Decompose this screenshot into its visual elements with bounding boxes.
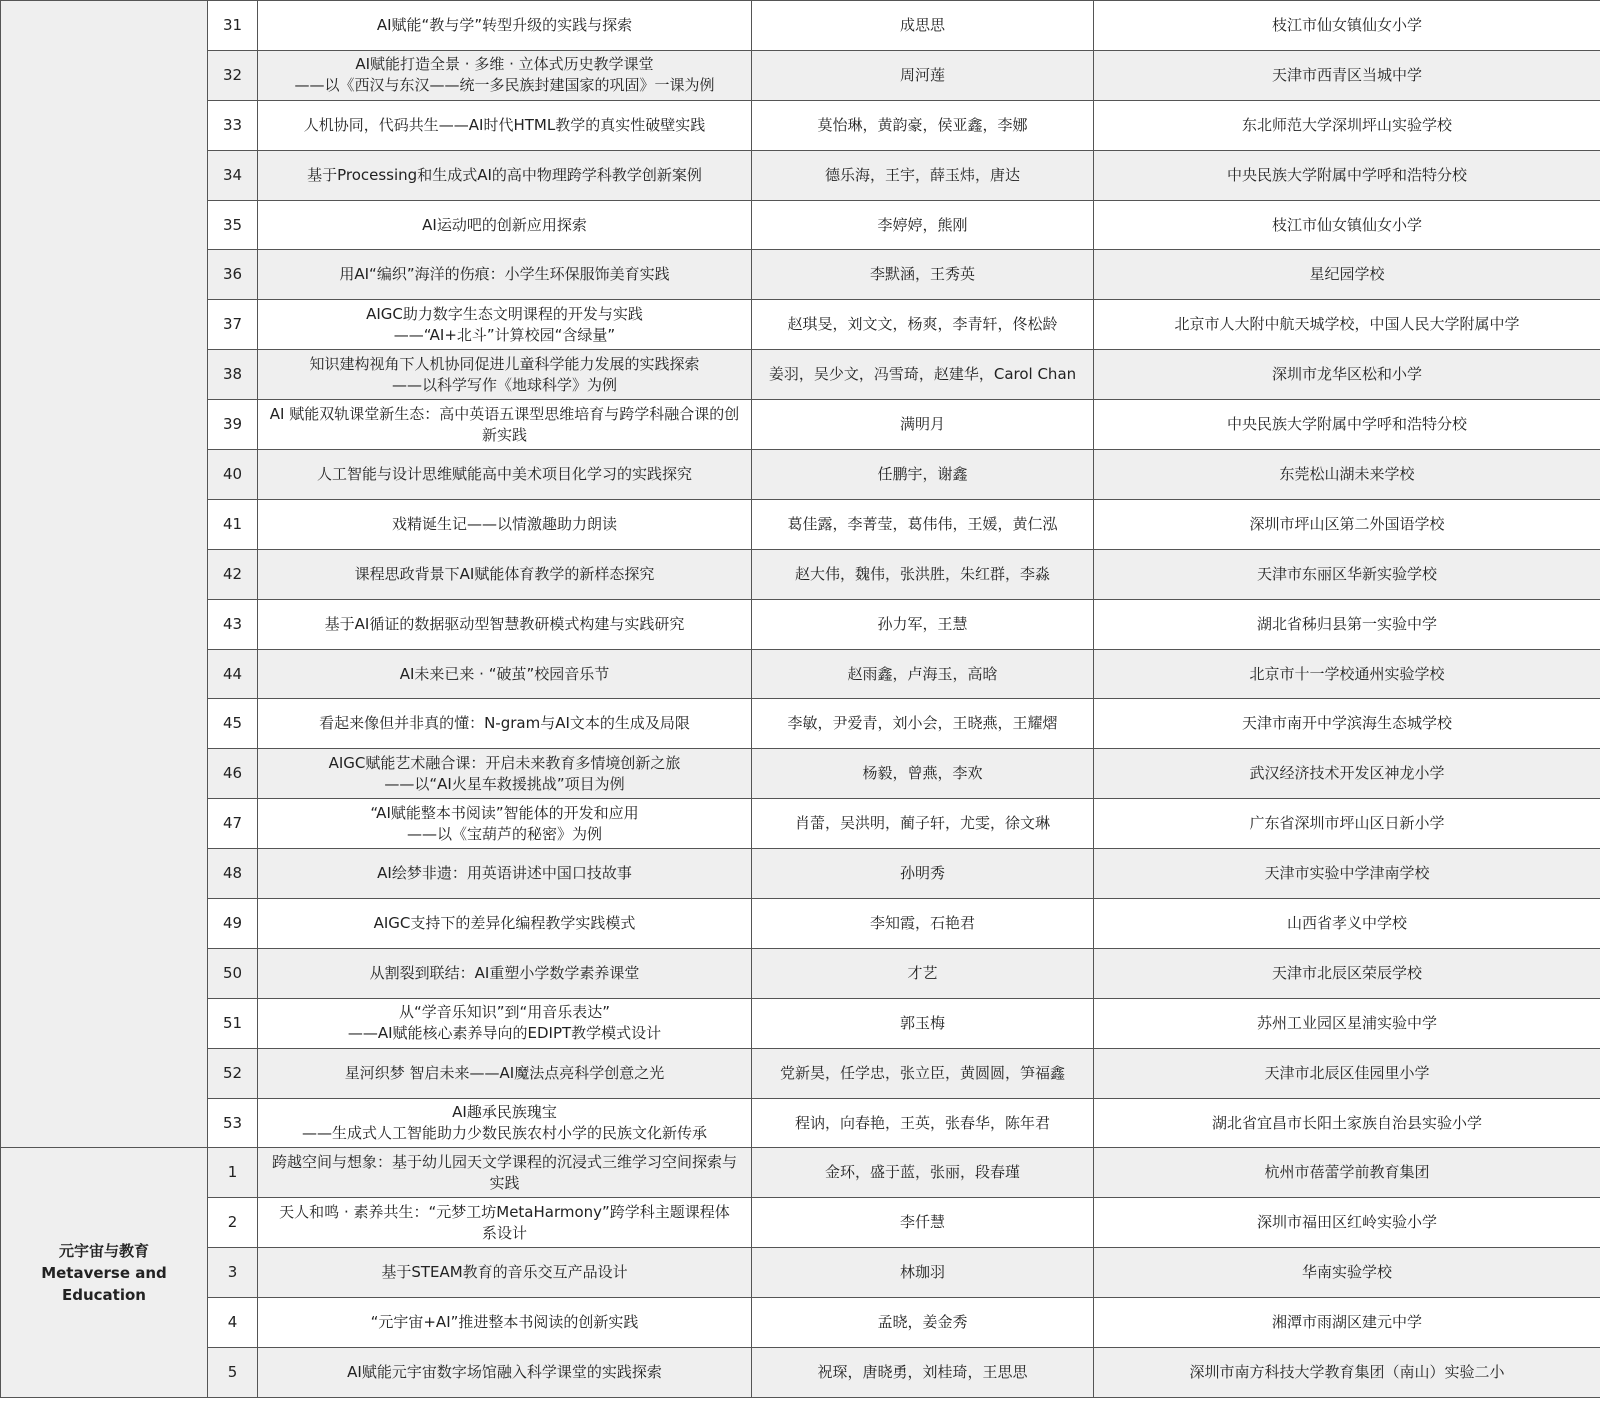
school: 枝江市仙女镇仙女小学 bbox=[1094, 200, 1600, 250]
row-number: 3 bbox=[208, 1248, 258, 1298]
project-title bbox=[258, 1348, 752, 1398]
table-row bbox=[1, 1298, 1600, 1348]
table-row bbox=[1, 1348, 1600, 1398]
table-row bbox=[1, 100, 1600, 150]
authors: 党新昊，任学忠，张立臣，黄圆圆，笋福鑫 bbox=[752, 1048, 1094, 1098]
authors: 李婷婷，熊刚 bbox=[752, 200, 1094, 250]
table-row bbox=[1, 799, 1600, 849]
project-title-line: 新实践 bbox=[481, 425, 527, 444]
row-number: 49 bbox=[208, 899, 258, 949]
school: 深圳市福田区红岭实验小学 bbox=[1094, 1198, 1600, 1248]
row-number: 31 bbox=[208, 1, 258, 51]
table-row bbox=[1, 549, 1600, 599]
school: 枝江市仙女镇仙女小学 bbox=[1094, 1, 1600, 51]
school: 北京市十一学校通州实验学校 bbox=[1094, 649, 1600, 699]
project-title bbox=[258, 350, 752, 400]
project-title-line: AIGC支持下的差异化编程教学实践模式 bbox=[373, 913, 636, 932]
table-row bbox=[1, 948, 1600, 998]
project-title-line: ——以《西汉与东汉——统一多民族封建国家的巩固》一课为例 bbox=[294, 76, 715, 95]
project-title-line: 知识建构视角下人机协同促进儿童科学能力发展的实践探索 bbox=[309, 354, 700, 373]
table-row bbox=[1, 499, 1600, 549]
project-title-line: ——AI赋能核心素养导向的EDIPT教学模式设计 bbox=[347, 1024, 662, 1043]
project-title bbox=[258, 1298, 752, 1348]
project-title bbox=[258, 300, 752, 350]
project-title-line: 人机协同，代码共生——AI时代HTML教学的真实性破壁实践 bbox=[303, 115, 706, 134]
row-number: 45 bbox=[208, 699, 258, 749]
project-title bbox=[258, 499, 752, 549]
project-title-line: ——生成式人工智能助力少数民族农村小学的民族文化新传承 bbox=[301, 1124, 707, 1143]
authors: 祝琛，唐晓勇，刘桂琦，王思思 bbox=[752, 1348, 1094, 1398]
authors: 成思思 bbox=[752, 1, 1094, 51]
project-title bbox=[258, 400, 752, 450]
project-title-line: AIGC助力数字生态文明课程的开发与实践 bbox=[366, 304, 643, 323]
row-number: 48 bbox=[208, 849, 258, 899]
row-number: 38 bbox=[208, 350, 258, 400]
authors: 李知霞，石艳君 bbox=[752, 899, 1094, 949]
project-title-line: “AI赋能整本书阅读”智能体的开发和应用 bbox=[370, 803, 639, 822]
table-row bbox=[1, 1048, 1600, 1098]
authors: 孟晓，姜金秀 bbox=[752, 1298, 1094, 1348]
school: 湖北省秭归县第一实验中学 bbox=[1094, 599, 1600, 649]
project-title-line: AI未来已来 · “破茧”校园音乐节 bbox=[399, 664, 610, 683]
table-row bbox=[1, 400, 1600, 450]
school: 北京市人大附中航天城学校，中国人民大学附属中学 bbox=[1094, 300, 1600, 350]
school: 星纪园学校 bbox=[1094, 250, 1600, 300]
school: 中央民族大学附属中学呼和浩特分校 bbox=[1094, 150, 1600, 200]
authors: 肖蕾，吴洪明，蔺子轩，尤雯，徐文琳 bbox=[752, 799, 1094, 849]
authors: 姜羽，吴少文，冯雪琦，赵建华，Carol Chan bbox=[752, 350, 1094, 400]
row-number: 1 bbox=[208, 1148, 258, 1198]
results-table-body bbox=[1, 1, 1600, 1398]
authors: 任鹏宇，谢鑫 bbox=[752, 450, 1094, 500]
project-title bbox=[258, 549, 752, 599]
row-number: 40 bbox=[208, 450, 258, 500]
project-title-line: 从“学音乐知识”到“用音乐表达” bbox=[398, 1003, 611, 1022]
table-row bbox=[1, 749, 1600, 799]
category-cell-previous bbox=[1, 1, 208, 1148]
project-title bbox=[258, 150, 752, 200]
project-title-line: 星河织梦 智启未来——AI魔法点亮科学创意之光 bbox=[344, 1063, 665, 1082]
project-title bbox=[258, 1098, 752, 1148]
project-title bbox=[258, 1, 752, 51]
authors: 李敏，尹爱青，刘小会，王晓燕，王耀熠 bbox=[752, 699, 1094, 749]
row-number: 51 bbox=[208, 998, 258, 1048]
school: 天津市北辰区荣辰学校 bbox=[1094, 948, 1600, 998]
project-title-line: 戏精诞生记——以情激趣助力朗读 bbox=[391, 514, 617, 533]
school: 天津市实验中学津南学校 bbox=[1094, 849, 1600, 899]
project-title-line: 基于AI循证的数据驱动型智慧教研模式构建与实践研究 bbox=[324, 614, 685, 633]
project-title bbox=[258, 50, 752, 100]
school: 深圳市南方科技大学教育集团（南山）实验二小 bbox=[1094, 1348, 1600, 1398]
table-row bbox=[1, 599, 1600, 649]
project-title-line: AI 赋能双轨课堂新生态：高中英语五课型思维培育与跨学科融合课的创 bbox=[269, 404, 740, 423]
row-number: 37 bbox=[208, 300, 258, 350]
row-number: 47 bbox=[208, 799, 258, 849]
project-title bbox=[258, 1198, 752, 1248]
table-row bbox=[1, 998, 1600, 1048]
school: 广东省深圳市坪山区日新小学 bbox=[1094, 799, 1600, 849]
table-row bbox=[1, 1198, 1600, 1248]
table-row bbox=[1, 350, 1600, 400]
authors: 李默涵，王秀英 bbox=[752, 250, 1094, 300]
table-row bbox=[1, 50, 1600, 100]
authors: 赵大伟，魏伟，张洪胜，朱红群，李淼 bbox=[752, 549, 1094, 599]
project-title bbox=[258, 948, 752, 998]
authors: 葛佳露，李菁莹，葛伟伟，王媛，黄仁泓 bbox=[752, 499, 1094, 549]
authors: 郭玉梅 bbox=[752, 998, 1094, 1048]
school: 湖北省宜昌市长阳土家族自治县实验小学 bbox=[1094, 1098, 1600, 1148]
project-title-line: 系设计 bbox=[481, 1223, 527, 1242]
school: 深圳市坪山区第二外国语学校 bbox=[1094, 499, 1600, 549]
school: 武汉经济技术开发区神龙小学 bbox=[1094, 749, 1600, 799]
table-row bbox=[1, 1248, 1600, 1298]
category-cell-metaverse bbox=[1, 1148, 208, 1397]
school: 东北师范大学深圳坪山实验学校 bbox=[1094, 100, 1600, 150]
project-title-line: 实践 bbox=[489, 1173, 520, 1192]
row-number: 53 bbox=[208, 1098, 258, 1148]
project-title-line: 跨越空间与想象：基于幼儿园天文学课程的沉浸式三维学习空间探索与 bbox=[271, 1152, 737, 1171]
row-number: 4 bbox=[208, 1298, 258, 1348]
authors: 德乐海，王宇，薛玉炜，唐达 bbox=[752, 150, 1094, 200]
project-title bbox=[258, 799, 752, 849]
school: 深圳市龙华区松和小学 bbox=[1094, 350, 1600, 400]
row-number: 2 bbox=[208, 1198, 258, 1248]
table-row bbox=[1, 1148, 1600, 1198]
table-row bbox=[1, 699, 1600, 749]
project-title bbox=[258, 1048, 752, 1098]
project-title bbox=[258, 998, 752, 1048]
project-title-line: “元宇宙+AI”推进整本书阅读的创新实践 bbox=[370, 1313, 639, 1332]
row-number: 43 bbox=[208, 599, 258, 649]
project-title-line: ——以《宝葫芦的秘密》为例 bbox=[406, 824, 602, 843]
authors: 孙明秀 bbox=[752, 849, 1094, 899]
project-title bbox=[258, 749, 752, 799]
table-row bbox=[1, 150, 1600, 200]
project-title-line: AIGC赋能艺术融合课：开启未来教育多情境创新之旅 bbox=[328, 753, 681, 772]
school: 中央民族大学附属中学呼和浩特分校 bbox=[1094, 400, 1600, 450]
category-name-zh: 元宇宙与教育 bbox=[58, 1241, 149, 1260]
school: 苏州工业园区星浦实验中学 bbox=[1094, 998, 1600, 1048]
project-title-line: AI运动吧的创新应用探索 bbox=[422, 215, 587, 234]
authors: 程讷，向春艳，王英，张春华，陈年君 bbox=[752, 1098, 1094, 1148]
table-row bbox=[1, 849, 1600, 899]
project-title bbox=[258, 899, 752, 949]
table-row bbox=[1, 1098, 1600, 1148]
project-title-line: 基于STEAM教育的音乐交互产品设计 bbox=[381, 1263, 628, 1282]
row-number: 46 bbox=[208, 749, 258, 799]
authors: 莫怡琳，黄韵豪，侯亚鑫，李娜 bbox=[752, 100, 1094, 150]
row-number: 39 bbox=[208, 400, 258, 450]
project-title bbox=[258, 1148, 752, 1198]
authors: 孙力军，王慧 bbox=[752, 599, 1094, 649]
project-title-line: 用AI“编织”海洋的伤痕：小学生环保服饰美育实践 bbox=[339, 265, 670, 284]
project-title-line: AI绘梦非遗：用英语讲述中国口技故事 bbox=[377, 864, 632, 883]
school: 东莞松山湖未来学校 bbox=[1094, 450, 1600, 500]
school: 天津市西青区当城中学 bbox=[1094, 50, 1600, 100]
project-title-line: 从割裂到联结：AI重塑小学数学素养课堂 bbox=[369, 963, 640, 982]
row-number: 35 bbox=[208, 200, 258, 250]
row-number: 32 bbox=[208, 50, 258, 100]
authors: 满明月 bbox=[752, 400, 1094, 450]
project-title bbox=[258, 250, 752, 300]
project-title-line: 天人和鸣 · 素养共生：“元梦工坊MetaHarmony”跨学科主题课程体 bbox=[279, 1202, 730, 1221]
project-title-line: AI赋能打造全景 · 多维 · 立体式历史教学课堂 bbox=[355, 55, 654, 74]
row-number: 44 bbox=[208, 649, 258, 699]
project-title bbox=[258, 599, 752, 649]
table-row bbox=[1, 649, 1600, 699]
project-title-line: ——以科学写作《地球科学》为例 bbox=[391, 375, 617, 394]
project-title-line: AI趣承民族瑰宝 bbox=[452, 1103, 557, 1122]
project-title bbox=[258, 200, 752, 250]
project-title bbox=[258, 450, 752, 500]
project-title bbox=[258, 1248, 752, 1298]
project-title-line: AI赋能“教与学”转型升级的实践与探索 bbox=[376, 15, 633, 34]
table-row bbox=[1, 250, 1600, 300]
authors: 赵琪旻，刘文文，杨爽，李青轩，佟松龄 bbox=[752, 300, 1094, 350]
row-number: 42 bbox=[208, 549, 258, 599]
project-title bbox=[258, 100, 752, 150]
authors: 赵雨鑫，卢海玉，高晗 bbox=[752, 649, 1094, 699]
school: 山西省孝义中学校 bbox=[1094, 899, 1600, 949]
project-title-line: ——以“AI火星车救援挑战”项目为例 bbox=[384, 774, 625, 793]
authors: 杨毅，曾燕，李欢 bbox=[752, 749, 1094, 799]
school: 天津市北辰区佳园里小学 bbox=[1094, 1048, 1600, 1098]
project-title bbox=[258, 849, 752, 899]
row-number: 5 bbox=[208, 1348, 258, 1398]
row-number: 36 bbox=[208, 250, 258, 300]
school: 杭州市蓓蕾学前教育集团 bbox=[1094, 1148, 1600, 1198]
project-title-line: ——“AI+北斗”计算校园“含绿量” bbox=[393, 325, 616, 344]
school: 天津市东丽区华新实验学校 bbox=[1094, 549, 1600, 599]
authors: 才艺 bbox=[752, 948, 1094, 998]
row-number: 50 bbox=[208, 948, 258, 998]
project-title bbox=[258, 699, 752, 749]
row-number: 33 bbox=[208, 100, 258, 150]
school: 华南实验学校 bbox=[1094, 1248, 1600, 1298]
project-title bbox=[258, 649, 752, 699]
row-number: 41 bbox=[208, 499, 258, 549]
project-title-line: AI赋能元宇宙数字场馆融入科学课堂的实践探索 bbox=[347, 1362, 662, 1381]
authors: 李仟慧 bbox=[752, 1198, 1094, 1248]
category-name-en: Metaverse and Education bbox=[41, 1263, 167, 1304]
authors: 周河莲 bbox=[752, 50, 1094, 100]
school: 天津市南开中学滨海生态城学校 bbox=[1094, 699, 1600, 749]
table-row bbox=[1, 899, 1600, 949]
table-row bbox=[1, 200, 1600, 250]
table-row bbox=[1, 300, 1600, 350]
row-number: 52 bbox=[208, 1048, 258, 1098]
table-row bbox=[1, 450, 1600, 500]
school: 湘潭市雨湖区建元中学 bbox=[1094, 1298, 1600, 1348]
project-title-line: 基于Processing和生成式AI的高中物理跨学科教学创新案例 bbox=[307, 165, 702, 184]
row-number: 34 bbox=[208, 150, 258, 200]
table-row bbox=[1, 1, 1600, 51]
project-title-line: 人工智能与设计思维赋能高中美术项目化学习的实践探究 bbox=[316, 464, 692, 483]
authors: 林珈羽 bbox=[752, 1248, 1094, 1298]
project-title-line: 课程思政背景下AI赋能体育教学的新样态探究 bbox=[354, 564, 655, 583]
project-title-line: 看起来像但并非真的懂：N-gram与AI文本的生成及局限 bbox=[319, 714, 690, 733]
authors: 金环，盛于蓝，张丽，段春瑾 bbox=[752, 1148, 1094, 1198]
